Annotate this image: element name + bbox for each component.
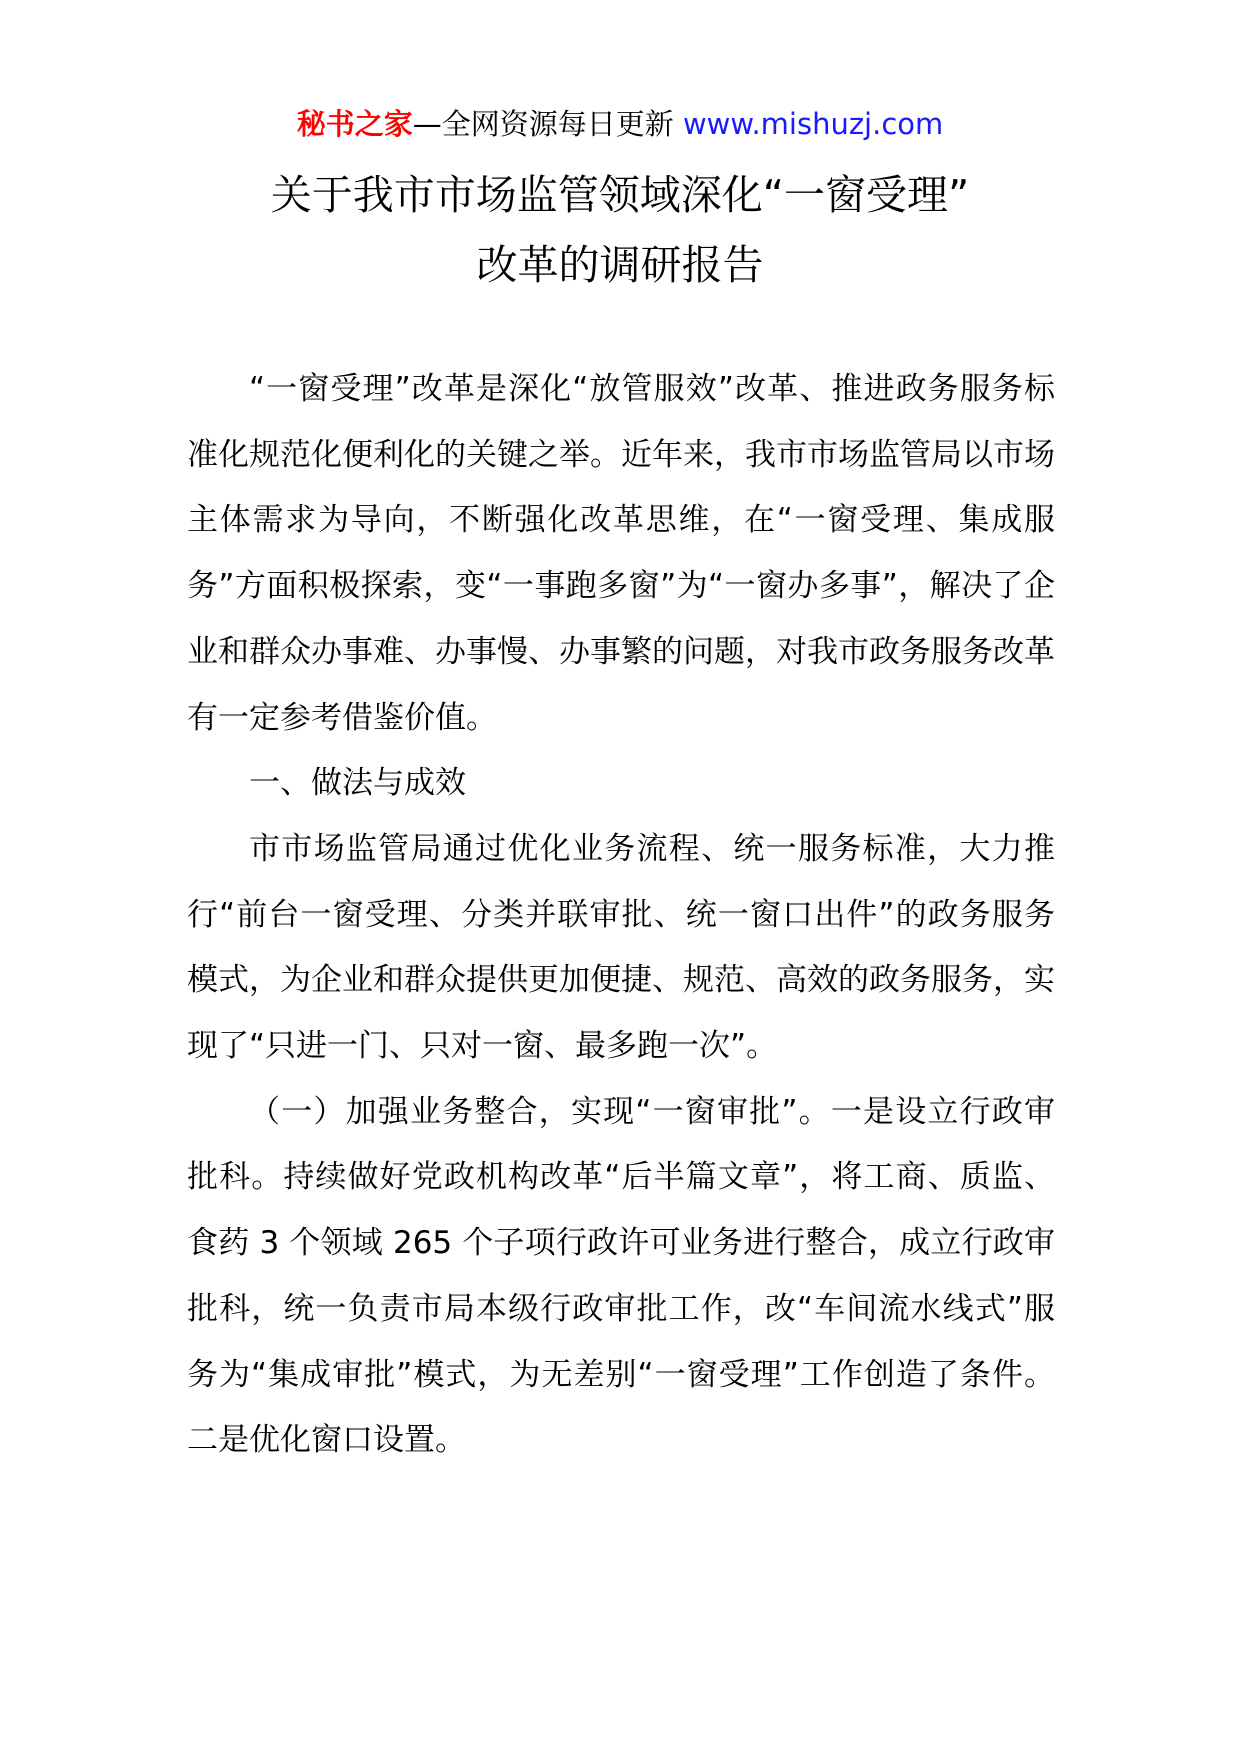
site-url-link[interactable]: www.mishuzj.com [682,107,944,141]
document-body [187,357,1055,1474]
title-line-1: 关于我市市场监管领域深化“一窗受理” [270,171,970,219]
watermark-header [0,104,1240,144]
brand-tagline: —全网资源每日更新 [412,107,683,141]
document-title [0,160,1240,300]
section-heading: 一、做法与成效 [249,765,466,802]
title-line-2: 改革的调研报告 [476,241,764,289]
paragraph-subsection-1: （一）加强业务整合，实现“一窗审批”。一是设立行政审批科。持续做好党政机构改革“后半篇文章”，将工商、质监、食药 3 个领域 265 个子项行政许可业务进行整合，成立行政审批科，统一负责市局本级行政审批工作，改“车间流水线式”服务为“集成审批”模式，为无差别“一窗受理”工作创造了条件。二是优化窗口设置。 [187,1093,1055,1459]
brand-name: 秘书之家 [296,107,413,141]
paragraph-intro: “一窗受理”改革是深化“放管服效”改革、推进政务服务标准化规范化便利化的关键之举。近年来，我市市场监管局以市场主体需求为导向，不断强化改革思维，在“一窗受理、集成服务”方面积极探索，变“一事跑多窗”为“一窗办多事”，解决了企业和群众办事难、办事慢、办事繁的问题，对我市政务服务改革有一定参考借鉴价值。 [187,371,1055,736]
paragraph-summary: 市市场监管局通过优化业务流程、统一服务标准，大力推行“前台一窗受理、分类并联审批、统一窗口出件”的政务服务模式，为企业和群众提供更加便捷、规范、高效的政务服务，实现了“只进一门、只对一窗、最多跑一次”。 [187,830,1055,1065]
